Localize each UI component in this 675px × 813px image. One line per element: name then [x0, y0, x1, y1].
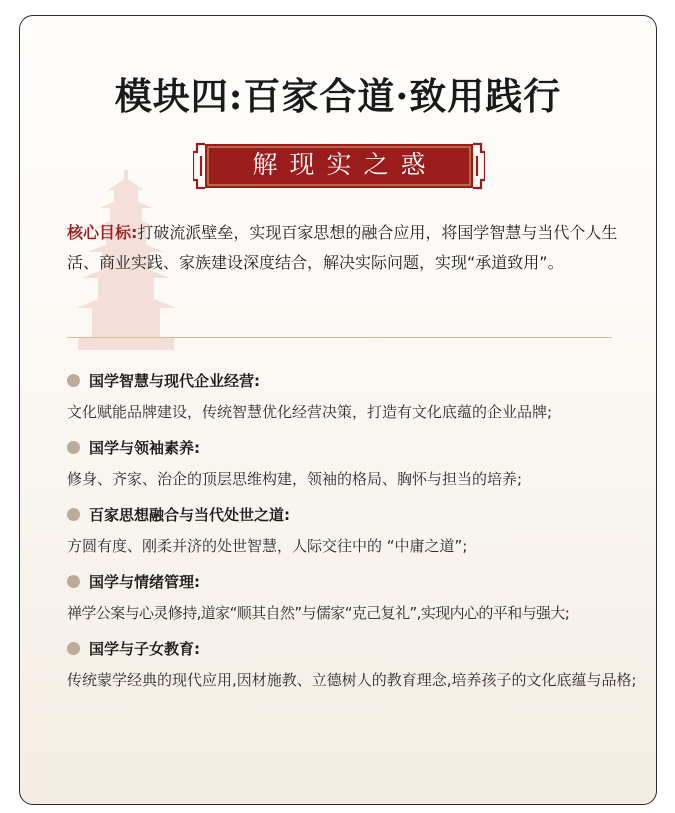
topic-description: 文化赋能品牌建设，传统智慧优化经营决策，打造有文化底蕴的企业品牌;	[67, 403, 553, 421]
topic-title: 国学与子女教育:	[89, 639, 200, 658]
bullet-icon	[67, 575, 80, 588]
banner-label: 解现实之惑	[252, 150, 438, 179]
core-goal-text: 打破流派壁垒，实现百家思想的融合应用，将国学智慧与当代个人生活、商业实践、家族建设深度结合，解决实际问题，实现“承道致用”。	[67, 223, 618, 272]
list-item	[67, 567, 647, 627]
topic-title: 国学与情绪管理:	[89, 572, 200, 591]
page-title: 模块四:百家合道·致用践行	[114, 74, 562, 118]
topic-list	[67, 366, 647, 701]
bullet-icon	[67, 374, 80, 387]
section-banner	[193, 138, 485, 194]
bullet-icon	[67, 642, 80, 655]
divider	[67, 337, 612, 338]
topic-description: 禅学公案与心灵修持,道家“顺其自然”与儒家“克己复礼”,实现内心的平和与强大;	[67, 604, 570, 622]
list-item	[67, 500, 647, 560]
topic-description: 传统蒙学经典的现代应用,因材施教、立德树人的教育理念,培养孩子的文化底蕴与品格;	[67, 671, 637, 689]
topic-description: 方圆有度、刚柔并济的处世智慧，人际交往中的 “中庸之道”;	[67, 537, 468, 555]
core-goal-label: 核心目标:	[67, 223, 138, 242]
topic-title: 国学智慧与现代企业经营:	[89, 371, 260, 390]
list-item	[67, 433, 647, 493]
topic-title: 国学与领袖素养:	[89, 438, 200, 457]
bullet-icon	[67, 441, 80, 454]
list-item	[67, 366, 647, 426]
topic-description: 修身、齐家、治企的顶层思维构建，领袖的格局、胸怀与担当的培养;	[67, 470, 523, 488]
bullet-icon	[67, 508, 80, 521]
module-card	[19, 15, 657, 805]
core-goal	[67, 218, 622, 278]
topic-title: 百家思想融合与当代处世之道:	[89, 505, 290, 524]
list-item	[67, 634, 647, 694]
